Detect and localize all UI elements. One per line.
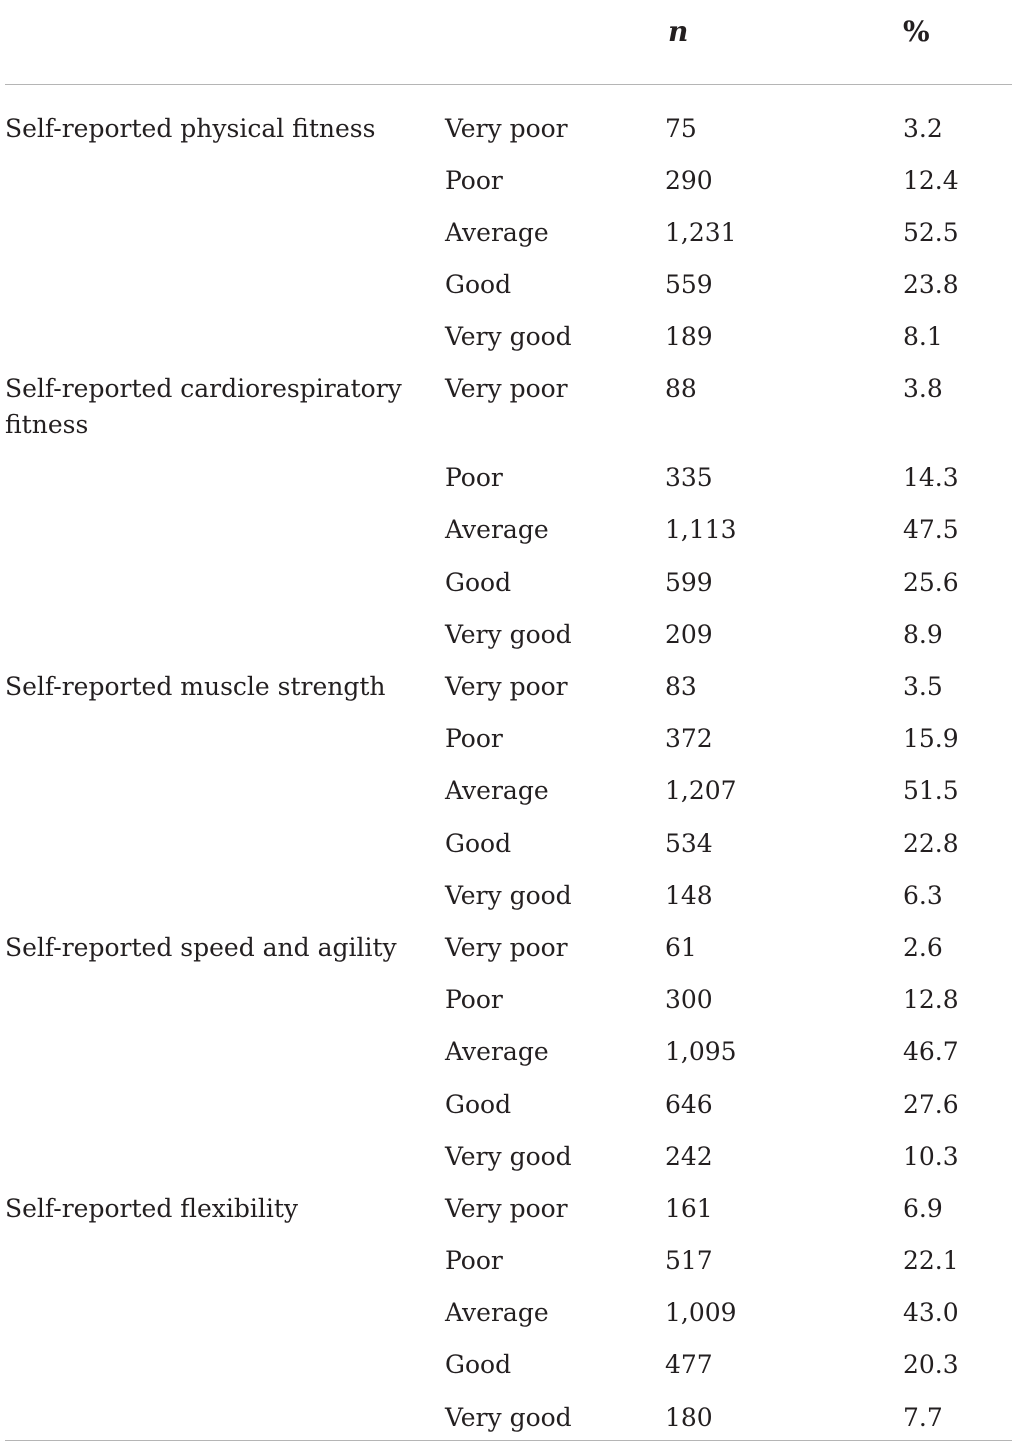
- level-label: Good: [445, 567, 512, 597]
- level-label: Average: [445, 515, 549, 545]
- count-value: 180: [665, 1402, 713, 1432]
- table-row: [5, 1392, 1012, 1444]
- percent-value: 7.7: [903, 1402, 943, 1432]
- count-value: 1,009: [665, 1298, 737, 1328]
- table-row: [5, 1339, 1012, 1391]
- percent-value: 51.5: [903, 776, 959, 806]
- measure-label: Self-reported cardiorespiratory fitness: [5, 374, 402, 440]
- level-label: Very good: [445, 1402, 572, 1432]
- level-label: Very good: [445, 322, 572, 352]
- bottom-rule: [5, 1440, 1012, 1441]
- level-label: Poor: [445, 463, 503, 493]
- measure-label: [5, 818, 445, 870]
- measure-label: [5, 609, 445, 661]
- table-row: [5, 1183, 1012, 1235]
- count-value: 148: [665, 880, 713, 910]
- table-row: [5, 259, 1012, 311]
- measure-label: [5, 1026, 445, 1078]
- level-label: Good: [445, 1350, 512, 1380]
- measure-label: Self-reported flexibility: [5, 1193, 298, 1223]
- table-row: [5, 311, 1012, 363]
- level-label: Very poor: [445, 374, 568, 404]
- count-value: 335: [665, 463, 713, 493]
- level-label: Very good: [445, 1141, 572, 1171]
- measure-label: [5, 504, 445, 556]
- count-value: 646: [665, 1089, 713, 1119]
- table-row: [5, 609, 1012, 661]
- percent-value: 10.3: [903, 1141, 959, 1171]
- level-label: Average: [445, 1298, 549, 1328]
- percent-value: 3.5: [903, 672, 943, 701]
- level-label: Good: [445, 1089, 512, 1119]
- measure-label: [5, 311, 445, 363]
- level-label: Poor: [445, 724, 503, 754]
- measure-label: [5, 1235, 445, 1287]
- percent-value: 43.0: [903, 1298, 959, 1328]
- header-n: n: [660, 0, 903, 85]
- table-row: [5, 85, 1012, 155]
- measure-label: [5, 974, 445, 1026]
- percent-value: 3.8: [903, 374, 943, 404]
- percent-value: 23.8: [903, 269, 959, 299]
- percent-value: 6.3: [903, 880, 943, 910]
- table-row: [5, 870, 1012, 922]
- count-value: 75: [665, 114, 697, 143]
- table-row: [5, 1131, 1012, 1183]
- fitness-table-container: [5, 0, 1012, 1444]
- percent-value: 25.6: [903, 567, 959, 597]
- count-value: 599: [665, 567, 713, 597]
- table-row: [5, 452, 1012, 504]
- count-value: 300: [665, 985, 713, 1015]
- level-label: Poor: [445, 985, 503, 1015]
- percent-value: 27.6: [903, 1089, 959, 1119]
- measure-label: [5, 1131, 445, 1183]
- measure-label: [5, 557, 445, 609]
- count-value: 559: [665, 269, 713, 299]
- measure-label: [5, 870, 445, 922]
- percent-value: 6.9: [903, 1193, 943, 1223]
- count-value: 161: [665, 1193, 713, 1223]
- table-row: [5, 504, 1012, 556]
- table-row: [5, 922, 1012, 974]
- count-value: 477: [665, 1350, 713, 1380]
- measure-label: Self-reported physical fitness: [5, 114, 376, 143]
- table-header: [5, 0, 1012, 85]
- percent-value: 52.5: [903, 217, 959, 247]
- level-label: Poor: [445, 1246, 503, 1276]
- table-row: [5, 661, 1012, 713]
- count-value: 242: [665, 1141, 713, 1171]
- level-label: Good: [445, 269, 512, 299]
- count-value: 83: [665, 672, 697, 701]
- percent-value: 20.3: [903, 1350, 959, 1380]
- percent-value: 14.3: [903, 463, 959, 493]
- level-label: Very good: [445, 880, 572, 910]
- measure-label: [5, 207, 445, 259]
- percent-value: 2.6: [903, 932, 943, 962]
- fitness-table: [5, 0, 1012, 1444]
- percent-value: 8.1: [903, 322, 943, 352]
- count-value: 209: [665, 619, 713, 649]
- percent-value: 47.5: [903, 515, 959, 545]
- table-row: [5, 974, 1012, 1026]
- measure-label: [5, 765, 445, 817]
- measure-label: Self-reported speed and agility: [5, 932, 397, 962]
- level-label: Average: [445, 776, 549, 806]
- table-row: [5, 713, 1012, 765]
- measure-label: Self-reported muscle strength: [5, 672, 386, 701]
- level-label: Very poor: [445, 672, 568, 701]
- count-value: 290: [665, 165, 713, 195]
- level-label: Very poor: [445, 114, 568, 143]
- table-row: [5, 557, 1012, 609]
- percent-value: 15.9: [903, 724, 959, 754]
- level-label: Very poor: [445, 1193, 568, 1223]
- table-row: [5, 1026, 1012, 1078]
- table-row: [5, 363, 1012, 452]
- measure-label: [5, 1339, 445, 1391]
- measure-label: [5, 1079, 445, 1131]
- header-percent: %: [903, 0, 1012, 85]
- table-row: [5, 155, 1012, 207]
- measure-label: [5, 1392, 445, 1444]
- measure-label: [5, 452, 445, 504]
- count-value: 372: [665, 724, 713, 754]
- table-row: [5, 1287, 1012, 1339]
- percent-value: 12.8: [903, 985, 959, 1015]
- header-level: [445, 0, 660, 85]
- count-value: 1,207: [665, 776, 737, 806]
- measure-label: [5, 259, 445, 311]
- table-row: [5, 1235, 1012, 1287]
- table-body: [5, 85, 1012, 1444]
- percent-value: 46.7: [903, 1037, 959, 1067]
- count-value: 1,231: [665, 217, 737, 247]
- percent-value: 3.2: [903, 114, 943, 143]
- percent-value: 22.1: [903, 1246, 959, 1276]
- level-label: Very poor: [445, 932, 568, 962]
- percent-value: 12.4: [903, 165, 959, 195]
- measure-label: [5, 713, 445, 765]
- count-value: 534: [665, 828, 713, 858]
- count-value: 1,095: [665, 1037, 737, 1067]
- count-value: 61: [665, 932, 697, 962]
- percent-value: 8.9: [903, 619, 943, 649]
- table-row: [5, 818, 1012, 870]
- count-value: 1,113: [665, 515, 737, 545]
- level-label: Good: [445, 828, 512, 858]
- measure-label: [5, 155, 445, 207]
- count-value: 88: [665, 374, 697, 404]
- percent-value: 22.8: [903, 828, 959, 858]
- level-label: Average: [445, 1037, 549, 1067]
- count-value: 189: [665, 322, 713, 352]
- table-row: [5, 765, 1012, 817]
- table-row: [5, 207, 1012, 259]
- header-row: [5, 0, 1012, 85]
- level-label: Poor: [445, 165, 503, 195]
- table-row: [5, 1079, 1012, 1131]
- count-value: 517: [665, 1246, 713, 1276]
- measure-label: [5, 1287, 445, 1339]
- level-label: Very good: [445, 619, 572, 649]
- header-measure: [5, 0, 445, 85]
- level-label: Average: [445, 217, 549, 247]
